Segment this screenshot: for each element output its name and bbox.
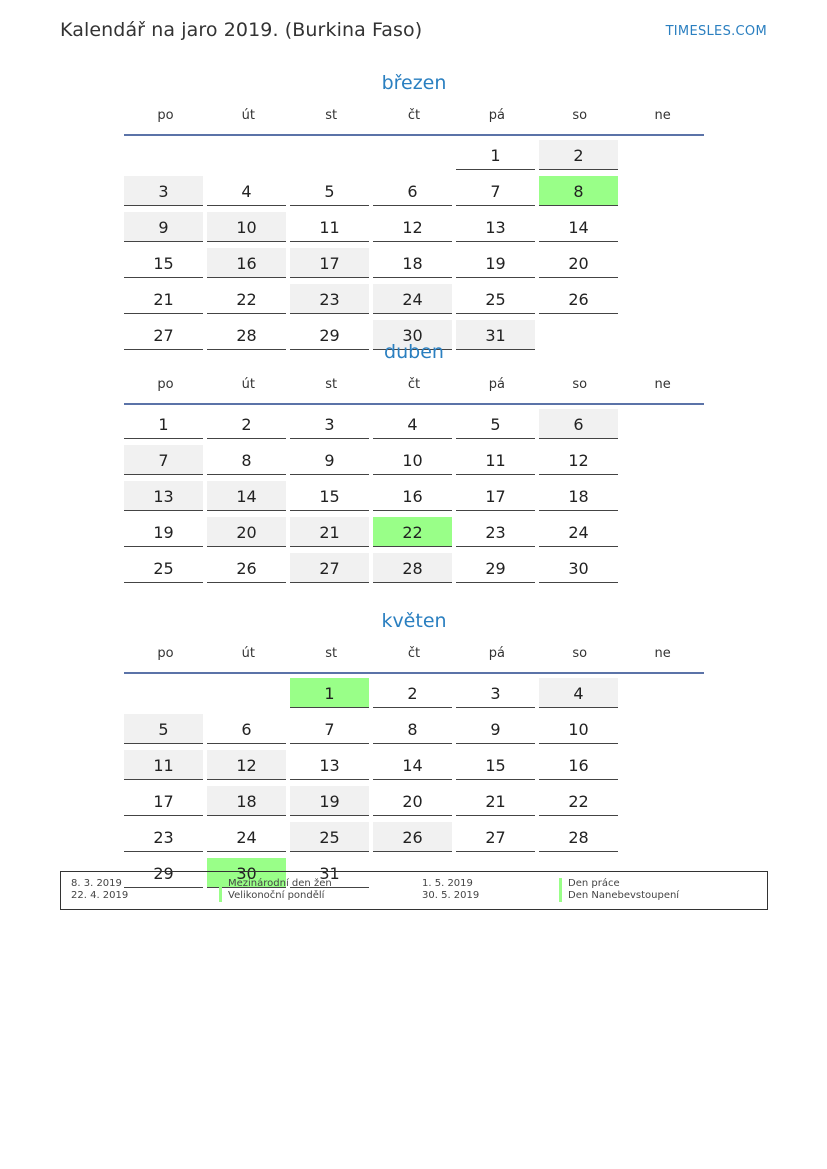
day-cell: 15: [456, 750, 535, 780]
day-cell: 29: [124, 858, 203, 888]
weekday-label: čt: [407, 646, 421, 661]
day-cell: 17: [456, 481, 535, 511]
day-cell: 21: [290, 517, 369, 547]
day-cell: 1: [456, 140, 535, 170]
weekday-label: čt: [407, 377, 421, 392]
month-may: [124, 606, 704, 894]
weekday-label: út: [241, 646, 255, 661]
day-empty: [124, 678, 203, 708]
day-empty: [207, 678, 286, 708]
month-name: květen: [381, 610, 447, 632]
day-cell: 30: [373, 320, 452, 350]
day-empty: [124, 140, 203, 170]
day-cell: 26: [207, 553, 286, 583]
day-cell: 27: [456, 822, 535, 852]
weekday-label: čt: [407, 108, 421, 123]
day-grid: [124, 674, 704, 894]
month-name: duben: [384, 341, 444, 363]
weekday-label: po: [157, 377, 174, 392]
day-cell: 19: [456, 248, 535, 278]
day-cell: 28: [207, 320, 286, 350]
day-cell: 24: [207, 822, 286, 852]
day-cell: 11: [290, 212, 369, 242]
day-cell: 6: [539, 409, 618, 439]
day-cell: 4: [539, 678, 618, 708]
day-cell: 22: [207, 284, 286, 314]
weekday-label: po: [157, 646, 174, 661]
day-cell: 31: [456, 320, 535, 350]
day-cell: 4: [207, 176, 286, 206]
weekday-label: so: [572, 377, 588, 392]
legend-date: 8. 3. 2019: [71, 878, 122, 889]
day-grid: [124, 136, 704, 356]
day-cell: 16: [373, 481, 452, 511]
day-cell: 3: [124, 176, 203, 206]
day-cell: 8: [207, 445, 286, 475]
day-cell: 26: [539, 284, 618, 314]
day-cell: 19: [124, 517, 203, 547]
weekday-label: st: [325, 646, 338, 661]
day-cell: 9: [124, 212, 203, 242]
day-cell: 6: [373, 176, 452, 206]
weekday-header: [124, 636, 704, 674]
day-cell: 20: [539, 248, 618, 278]
day-cell: 3: [290, 409, 369, 439]
day-cell: 5: [290, 176, 369, 206]
day-cell: 11: [456, 445, 535, 475]
month-name: březen: [381, 72, 447, 94]
day-cell: 13: [124, 481, 203, 511]
day-cell: 2: [207, 409, 286, 439]
day-cell: 24: [539, 517, 618, 547]
day-cell: 23: [456, 517, 535, 547]
day-cell: 28: [373, 553, 452, 583]
day-cell: 20: [207, 517, 286, 547]
weekday-label: út: [241, 377, 255, 392]
day-cell: 17: [290, 248, 369, 278]
day-cell: 23: [124, 822, 203, 852]
day-cell: 7: [124, 445, 203, 475]
weekday-label: so: [572, 108, 588, 123]
day-cell-holiday: 22: [373, 517, 452, 547]
day-cell-holiday: 1: [290, 678, 369, 708]
day-empty: [207, 140, 286, 170]
month-april: [124, 337, 704, 589]
legend-row: [61, 890, 767, 902]
day-cell: 12: [373, 212, 452, 242]
day-cell: 2: [373, 678, 452, 708]
legend-date: 30. 5. 2019: [422, 890, 480, 901]
day-cell: 18: [373, 248, 452, 278]
day-cell: 25: [456, 284, 535, 314]
day-cell: 10: [207, 212, 286, 242]
day-cell: 28: [539, 822, 618, 852]
legend-date: 22. 4. 2019: [71, 890, 129, 901]
day-cell: 8: [373, 714, 452, 744]
day-cell: 5: [456, 409, 535, 439]
day-cell: 12: [207, 750, 286, 780]
day-cell: 17: [124, 786, 203, 816]
day-cell: 15: [124, 248, 203, 278]
day-cell: 3: [456, 678, 535, 708]
day-cell: 2: [539, 140, 618, 170]
day-cell: 16: [207, 248, 286, 278]
day-cell: 12: [539, 445, 618, 475]
day-cell: 9: [456, 714, 535, 744]
day-cell: 1: [124, 409, 203, 439]
day-cell: 25: [124, 553, 203, 583]
day-cell: 31: [290, 858, 369, 888]
day-cell: 4: [373, 409, 452, 439]
day-cell: 5: [124, 714, 203, 744]
weekday-label: st: [325, 377, 338, 392]
weekday-label: pá: [488, 646, 505, 661]
weekday-label: ne: [654, 108, 671, 123]
weekday-header: [124, 367, 704, 405]
day-cell: 25: [290, 822, 369, 852]
day-cell: 13: [290, 750, 369, 780]
legend-holiday-name: Den Nanebevstoupení: [559, 890, 679, 902]
day-cell: 19: [290, 786, 369, 816]
day-cell: 30: [539, 553, 618, 583]
legend-holiday-name: Den práce: [559, 878, 620, 890]
day-cell: 26: [373, 822, 452, 852]
day-cell: 9: [290, 445, 369, 475]
day-cell: 18: [207, 786, 286, 816]
brand-link[interactable]: TIMESLES.COM: [665, 24, 767, 39]
legend-date: 1. 5. 2019: [422, 878, 473, 889]
day-cell: 18: [539, 481, 618, 511]
weekday-label: pá: [488, 108, 505, 123]
day-empty: [290, 140, 369, 170]
day-empty: [373, 140, 452, 170]
day-grid: [124, 405, 704, 589]
weekday-label: so: [572, 646, 588, 661]
month-march: [124, 68, 704, 356]
day-cell: 22: [539, 786, 618, 816]
day-cell: 14: [373, 750, 452, 780]
day-cell: 7: [290, 714, 369, 744]
day-cell: 23: [290, 284, 369, 314]
day-cell: 20: [373, 786, 452, 816]
page-title: Kalendář na jaro 2019. (Burkina Faso): [60, 19, 423, 41]
weekday-label: út: [241, 108, 255, 123]
day-cell: 10: [539, 714, 618, 744]
legend-holiday-name: Velikonoční pondělí: [219, 890, 324, 902]
day-cell: 27: [290, 553, 369, 583]
weekday-label: ne: [654, 377, 671, 392]
day-cell: 21: [124, 284, 203, 314]
day-cell: 21: [456, 786, 535, 816]
day-cell-holiday: 30: [207, 858, 286, 888]
weekday-label: po: [157, 108, 174, 123]
weekday-label: ne: [654, 646, 671, 661]
holiday-legend: [60, 871, 768, 910]
day-cell: 16: [539, 750, 618, 780]
day-cell: 7: [456, 176, 535, 206]
day-cell: 14: [207, 481, 286, 511]
day-cell: 29: [456, 553, 535, 583]
legend-row: [61, 878, 767, 890]
day-cell: 14: [539, 212, 618, 242]
legend-holiday-name: Mezinárodní den žen: [219, 878, 332, 890]
weekday-label: st: [325, 108, 338, 123]
weekday-header: [124, 98, 704, 136]
day-cell: 6: [207, 714, 286, 744]
day-cell: 15: [290, 481, 369, 511]
day-cell: 10: [373, 445, 452, 475]
day-cell: 29: [290, 320, 369, 350]
day-cell: 27: [124, 320, 203, 350]
weekday-label: pá: [488, 377, 505, 392]
day-cell: 13: [456, 212, 535, 242]
day-cell: 24: [373, 284, 452, 314]
day-cell: 11: [124, 750, 203, 780]
day-cell-holiday: 8: [539, 176, 618, 206]
